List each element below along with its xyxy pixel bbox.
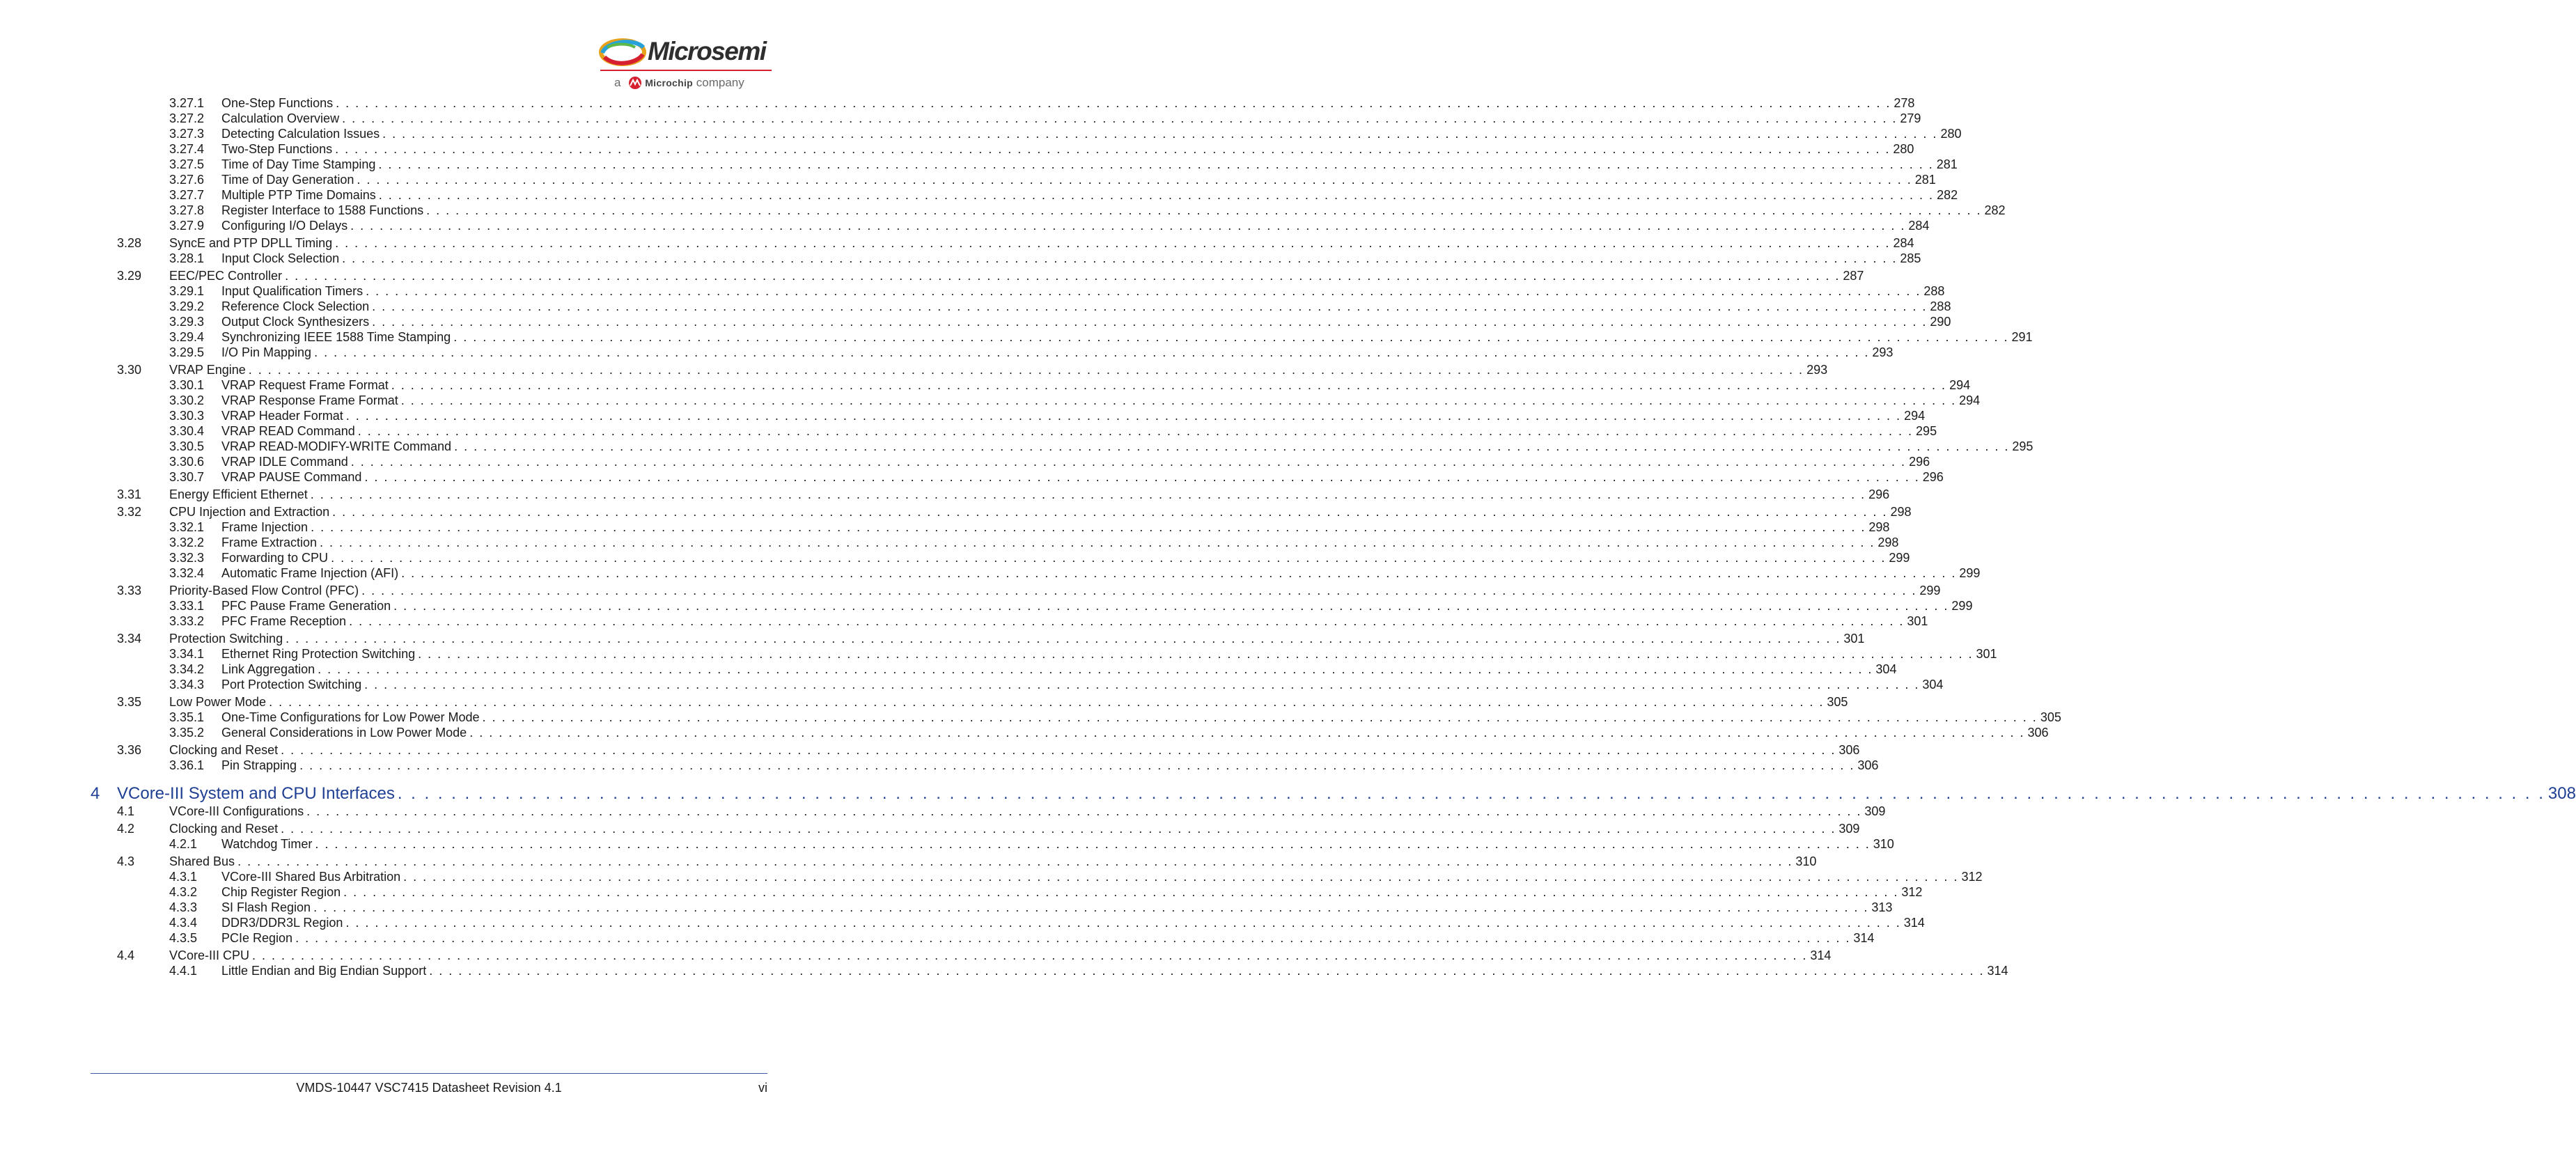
toc-subsection[interactable] <box>169 202 2006 219</box>
toc-dot-leader: . . . . . . . . . . . . . . . . . . . . . . . . . . . . . . . . . . . . . . . . . . . . . . . . . . . . . . . . . . . . . . . . . . . . . . . . . . . . . . . . . . . . . . . . . . . . . . . . . . . . . . . . . . . . . . . . . . . . . . . . . . . . . . . . . . . . . . . . . . . . . . . . . . . . . . . . . . . . . . . . <box>320 536 1875 549</box>
toc-dot-leader: . . . . . . . . . . . . . . . . . . . . . . . . . . . . . . . . . . . . . . . . . . . . . . . . . . . . . . . . . . . . . . . . . . . . . . . . . . . . . . . . . . . . . . . . . . . . . . . . . . . . . . . . . . . . . . . . . . . . . . . . . . . . . . . . . . . . . . . . . . . . . . . . . . . . . . . . . . . . . . . . <box>286 632 1841 646</box>
toc-dot-leader: . . . . . . . . . . . . . . . . . . . . . . . . . . . . . . . . . . . . . . . . . . . . . . . . . . . . . . . . . . . . . . . . . . . . . . . . . . . . . . . . . . . . . . . . . . . . . . . . . . . . . . . . . . . . . . . . . . . . . . . . . . . . . . . . . . . . . . . . . . . . . . . . . . . . . . . . . . . . . . . . <box>345 916 1901 930</box>
toc-title: Low Power Mode <box>169 695 267 709</box>
toc-number: 4.1 <box>117 804 135 818</box>
toc-dot-leader: . . . . . . . . . . . . . . . . . . . . . . . . . . . . . . . . . . . . . . . . . . . . . . . . . . . . . . . . . . . . . . . . . . . . . . . . . . . . . . . . . . . . . . . . . . . . . . . . . . . . . . . . . . . . . . . . . . . . . . . . . . . . . . . . . . . . . . . . . . . . . . . . . . . . . . . . . . . . . . . . <box>397 784 2545 803</box>
toc-page-number: 282 <box>1937 188 1958 202</box>
toc-number: 3.29.4 <box>169 330 205 344</box>
toc-title: VRAP Engine <box>169 363 246 377</box>
toc-title: VRAP READ Command <box>221 424 355 438</box>
toc-subsection[interactable] <box>169 125 1962 142</box>
toc-dot-leader: . . . . . . . . . . . . . . . . . . . . . . . . . . . . . . . . . . . . . . . . . . . . . . . . . . . . . . . . . . . . . . . . . . . . . . . . . . . . . . . . . . . . . . . . . . . . . . . . . . . . . . . . . . . . . . . . . . . . . . . . . . . . . . . . . . . . . . . . . . . . . . . . . . . . . . . . . . . . . . . . <box>342 111 1898 125</box>
toc-number: 3.34 <box>117 632 142 646</box>
toc-number: 3.30.4 <box>169 424 205 438</box>
toc-subsection[interactable] <box>169 141 1914 157</box>
toc-title: General Considerations in Low Power Mode <box>221 726 467 740</box>
toc-title: Priority-Based Flow Control (PFC) <box>169 584 359 597</box>
toc-title: Detecting Calculation Issues <box>221 127 380 141</box>
toc-subsection[interactable] <box>169 757 1879 774</box>
toc-page-number: 296 <box>1909 455 1930 469</box>
toc-dot-leader: . . . . . . . . . . . . . . . . . . . . . . . . . . . . . . . . . . . . . . . . . . . . . . . . . . . . . . . . . . . . . . . . . . . . . . . . . . . . . . . . . . . . . . . . . . . . . . . . . . . . . . . . . . . . . . . . . . . . . . . . . . . . . . . . . . . . . . . . . . . . . . . . . . . . . . . . . . . . . . . . <box>349 614 1905 628</box>
toc-number: 4.2 <box>117 822 135 836</box>
toc-subsection[interactable] <box>169 217 1930 234</box>
toc-page-number: 313 <box>1871 900 1893 914</box>
toc-subsection[interactable] <box>169 914 1925 931</box>
toc-dot-leader: . . . . . . . . . . . . . . . . . . . . . . . . . . . . . . . . . . . . . . . . . . . . . . . . . . . . . . . . . . . . . . . . . . . . . . . . . . . . . . . . . . . . . . . . . . . . . . . . . . . . . . . . . . . . . . . . . . . . . . . . . . . . . . . . . . . . . . . . . . . . . . . . . . . . . . . . . . . . . . . . <box>331 551 1887 565</box>
toc-subsection[interactable] <box>169 187 1958 203</box>
toc-number: 3.34.2 <box>169 662 205 676</box>
toc-number: 4.3.5 <box>169 931 198 945</box>
toc-title: VRAP Header Format <box>221 409 343 423</box>
toc-subsection[interactable] <box>169 156 1958 173</box>
footer-document-id: VMDS-10447 VSC7415 Datasheet Revision 4.1 <box>296 1081 562 1095</box>
toc-number: 3.31 <box>117 487 142 501</box>
logo-tagline-brand: Microchip <box>645 77 694 88</box>
toc-title: Automatic Frame Injection (AFI) <box>221 566 399 580</box>
toc-title: Register Interface to 1588 Functions <box>221 203 424 217</box>
toc-title: VCore-III Shared Bus Arbitration <box>221 870 401 884</box>
toc-page-number: 299 <box>1959 566 1981 580</box>
toc-subsection[interactable] <box>169 709 2061 726</box>
toc-dot-leader: . . . . . . . . . . . . . . . . . . . . . . . . . . . . . . . . . . . . . . . . . . . . . . . . . . . . . . . . . . . . . . . . . . . . . . . . . . . . . . . . . . . . . . . . . . . . . . . . . . . . . . . . . . . . . . . . . . . . . . . . . . . . . . . . . . . . . . . . . . . . . . . . . . . . . . . . . . . . . . . . <box>401 566 1957 580</box>
toc-title: Little Endian and Big Endian Support <box>221 964 427 978</box>
toc-dot-leader: . . . . . . . . . . . . . . . . . . . . . . . . . . . . . . . . . . . . . . . . . . . . . . . . . . . . . . . . . . . . . . . . . . . . . . . . . . . . . . . . . . . . . . . . . . . . . . . . . . . . . . . . . . . . . . . . . . . . . . . . . . . . . . . . . . . . . . . . . . . . . . . . . . . . . . . . . . . . . . . . <box>426 203 1982 217</box>
toc-title: Protection Switching <box>169 632 283 646</box>
toc-number: 3.32.3 <box>169 551 205 565</box>
toc-page-number: 298 <box>1878 536 1899 549</box>
logo-tagline-prefix: a <box>614 76 621 89</box>
toc-subsection[interactable] <box>169 661 1897 678</box>
logo-wordmark: Microsemi <box>648 37 766 65</box>
footer-page-number: vi <box>758 1081 767 1095</box>
toc-page-number: 285 <box>1900 251 1921 265</box>
toc-title: Input Qualification Timers <box>221 284 364 298</box>
toc-page-number: 296 <box>1922 470 1944 484</box>
toc-dot-leader: . . . . . . . . . . . . . . . . . . . . . . . . . . . . . . . . . . . . . . . . . . . . . . . . . . . . . . . . . . . . . . . . . . . . . . . . . . . . . . . . . . . . . . . . . . . . . . . . . . . . . . . . . . . . . . . . . . . . . . . . . . . . . . . . . . . . . . . . . . . . . . . . . . . . . . . . . . . . . . . . <box>248 363 1804 377</box>
toc-subsection[interactable] <box>169 930 1875 946</box>
toc-dot-leader: . . . . . . . . . . . . . . . . . . . . . . . . . . . . . . . . . . . . . . . . . . . . . . . . . . . . . . . . . . . . . . . . . . . . . . . . . . . . . . . . . . . . . . . . . . . . . . . . . . . . . . . . . . . . . . . . . . . . . . . . . . . . . . . . . . . . . . . . . . . . . . . . . . . . . . . . . . . . . . . . <box>318 662 1873 676</box>
toc-title: Link Aggregation <box>221 662 315 676</box>
toc-section[interactable] <box>117 630 1865 647</box>
toc-subsection[interactable] <box>169 95 1915 111</box>
toc-title: VCore-III System and CPU Interfaces <box>117 784 395 803</box>
toc-number: 3.27.5 <box>169 157 205 171</box>
toc-dot-leader: . . . . . . . . . . . . . . . . . . . . . . . . . . . . . . . . . . . . . . . . . . . . . . . . . . . . . . . . . . . . . . . . . . . . . . . . . . . . . . . . . . . . . . . . . . . . . . . . . . . . . . . . . . . . . . . . . . . . . . . . . . . . . . . . . . . . . . . . . . . . . . . . . . . . . . . . . . . . . . . . <box>299 758 1855 772</box>
toc-number: 3.29.5 <box>169 345 205 359</box>
toc-subsection[interactable] <box>169 613 1928 630</box>
toc-dot-leader: . . . . . . . . . . . . . . . . . . . . . . . . . . . . . . . . . . . . . . . . . . . . . . . . . . . . . . . . . . . . . . . . . . . . . . . . . . . . . . . . . . . . . . . . . . . . . . . . . . . . . . . . . . . . . . . . . . . . . . . . . . . . . . . . . . . . . . . . . . . . . . . . . . . . . . . . . . . . . . . . <box>281 822 1836 836</box>
toc-section[interactable] <box>117 503 1912 520</box>
toc-number: 3.36.1 <box>169 758 205 772</box>
toc-section[interactable] <box>117 235 1914 251</box>
toc-page-number: 284 <box>1908 219 1930 233</box>
toc-page-number: 299 <box>1951 599 1973 613</box>
toc-number: 3.36 <box>117 743 142 757</box>
toc-page-number: 301 <box>1976 647 1997 661</box>
toc-dot-leader: . . . . . . . . . . . . . . . . . . . . . . . . . . . . . . . . . . . . . . . . . . . . . . . . . . . . . . . . . . . . . . . . . . . . . . . . . . . . . . . . . . . . . . . . . . . . . . . . . . . . . . . . . . . . . . . . . . . . . . . . . . . . . . . . . . . . . . . . . . . . . . . . . . . . . . . . . . . . . . . . <box>311 520 1866 534</box>
toc-page-number: 295 <box>2012 439 2034 453</box>
toc-page-number: 314 <box>1810 948 1832 962</box>
toc-page-number: 314 <box>1987 964 2008 978</box>
toc-title: One-Time Configurations for Low Power Mode <box>221 710 480 724</box>
toc-section[interactable] <box>117 486 1890 503</box>
toc-title: Configuring I/O Delays <box>221 219 348 233</box>
toc-number: 4.3.2 <box>169 885 198 899</box>
toc-page-number: 293 <box>1806 363 1828 377</box>
toc-number: 3.30.6 <box>169 455 205 469</box>
toc-number: 3.27.4 <box>169 142 205 156</box>
toc-number: 3.30.1 <box>169 378 205 392</box>
toc-subsection[interactable] <box>169 377 1971 393</box>
toc-title: Synchronizing IEEE 1588 Time Stamping <box>221 330 451 344</box>
toc-dot-leader: . . . . . . . . . . . . . . . . . . . . . . . . . . . . . . . . . . . . . . . . . . . . . . . . . . . . . . . . . . . . . . . . . . . . . . . . . . . . . . . . . . . . . . . . . . . . . . . . . . . . . . . . . . . . . . . . . . . . . . . . . . . . . . . . . . . . . . . . . . . . . . . . . . . . . . . . . . . . . . . . <box>382 127 1938 141</box>
toc-subsection[interactable] <box>169 329 2033 345</box>
toc-title: Time of Day Generation <box>221 173 354 187</box>
toc-title: DDR3/DDR3L Region <box>221 916 343 930</box>
toc-subsection[interactable] <box>169 298 1951 315</box>
toc-page-number: 301 <box>1843 632 1865 646</box>
toc-page-number: 309 <box>1839 822 1860 836</box>
toc-title: Chip Register Region <box>221 885 341 899</box>
toc-number: 3.29 <box>117 269 142 283</box>
toc-title: One-Step Functions <box>221 96 334 110</box>
toc-title: Two-Step Functions <box>221 142 333 156</box>
toc-subsection[interactable] <box>169 453 1930 470</box>
toc-title: VRAP Request Frame Format <box>221 378 389 392</box>
toc-dot-leader: . . . . . . . . . . . . . . . . . . . . . . . . . . . . . . . . . . . . . . . . . . . . . . . . . . . . . . . . . . . . . . . . . . . . . . . . . . . . . . . . . . . . . . . . . . . . . . . . . . . . . . . . . . . . . . . . . . . . . . . . . . . . . . . . . . . . . . . . . . . . . . . . . . . . . . . . . . . . . . . . <box>364 470 1920 484</box>
toc-dot-leader: . . . . . . . . . . . . . . . . . . . . . . . . . . . . . . . . . . . . . . . . . . . . . . . . . . . . . . . . . . . . . . . . . . . . . . . . . . . . . . . . . . . . . . . . . . . . . . . . . . . . . . . . . . . . . . . . . . . . . . . . . . . . . . . . . . . . . . . . . . . . . . . . . . . . . . . . . . . . . . . . <box>332 505 1888 519</box>
toc-number: 3.30.3 <box>169 409 205 423</box>
toc-subsection[interactable] <box>169 565 1981 581</box>
toc-number: 3.34.1 <box>169 647 205 661</box>
toc-title: Ethernet Ring Protection Switching <box>221 647 416 661</box>
toc-dot-leader: . . . . . . . . . . . . . . . . . . . . . . . . . . . . . . . . . . . . . . . . . . . . . . . . . . . . . . . . . . . . . . . . . . . . . . . . . . . . . . . . . . . . . . . . . . . . . . . . . . . . . . . . . . . . . . . . . . . . . . . . . . . . . . . . . . . . . . . . . . . . . . . . . . . . . . . . . . . . . . . . <box>335 142 1891 156</box>
toc-page-number: 314 <box>1853 931 1875 945</box>
toc-title: PCIe Region <box>221 931 293 945</box>
toc-dot-leader: . . . . . . . . . . . . . . . . . . . . . . . . . . . . . . . . . . . . . . . . . . . . . . . . . . . . . . . . . . . . . . . . . . . . . . . . . . . . . . . . . . . . . . . . . . . . . . . . . . . . . . . . . . . . . . . . . . . . . . . . . . . . . . . . . . . . . . . . . . . . . . . . . . . . . . . . . . . . . . . . <box>393 599 1949 613</box>
toc-page-number: 310 <box>1795 854 1817 868</box>
logo-tagline <box>614 76 744 90</box>
toc-dot-leader: . . . . . . . . . . . . . . . . . . . . . . . . . . . . . . . . . . . . . . . . . . . . . . . . . . . . . . . . . . . . . . . . . . . . . . . . . . . . . . . . . . . . . . . . . . . . . . . . . . . . . . . . . . . . . . . . . . . . . . . . . . . . . . . . . . . . . . . . . . . . . . . . . . . . . . . . . . . . . . . . <box>336 96 1891 110</box>
toc-dot-leader: . . . . . . . . . . . . . . . . . . . . . . . . . . . . . . . . . . . . . . . . . . . . . . . . . . . . . . . . . . . . . . . . . . . . . . . . . . . . . . . . . . . . . . . . . . . . . . . . . . . . . . . . . . . . . . . . . . . . . . . . . . . . . . . . . . . . . . . . . . . . . . . . . . . . . . . . . . . . . . . . <box>335 236 1891 250</box>
toc-number: 3.27.6 <box>169 173 205 187</box>
toc-title: VCore-III CPU <box>169 948 250 962</box>
toc-dot-leader: . . . . . . . . . . . . . . . . . . . . . . . . . . . . . . . . . . . . . . . . . . . . . . . . . . . . . . . . . . . . . . . . . . . . . . . . . . . . . . . . . . . . . . . . . . . . . . . . . . . . . . . . . . . . . . . . . . . . . . . . . . . . . . . . . . . . . . . . . . . . . . . . . . . . . . . . . . . . . . . . <box>350 219 1906 233</box>
toc-chapter[interactable] <box>91 782 2576 806</box>
toc-page-number: 288 <box>1930 299 1951 313</box>
toc-title: Pin Strapping <box>221 758 297 772</box>
toc-title: VRAP IDLE Command <box>221 455 348 469</box>
toc-section[interactable] <box>117 947 1832 964</box>
toc-number: 3.35.2 <box>169 726 205 740</box>
microchip-icon <box>627 77 643 89</box>
toc-number: 3.28 <box>117 236 142 250</box>
toc-page-number: 287 <box>1843 269 1864 283</box>
toc-dot-leader: . . . . . . . . . . . . . . . . . . . . . . . . . . . . . . . . . . . . . . . . . . . . . . . . . . . . . . . . . . . . . . . . . . . . . . . . . . . . . . . . . . . . . . . . . . . . . . . . . . . . . . . . . . . . . . . . . . . . . . . . . . . . . . . . . . . . . . . . . . . . . . . . . . . . . . . . . . . . . . . . <box>350 455 1907 469</box>
toc-dot-leader: . . . . . . . . . . . . . . . . . . . . . . . . . . . . . . . . . . . . . . . . . . . . . . . . . . . . . . . . . . . . . . . . . . . . . . . . . . . . . . . . . . . . . . . . . . . . . . . . . . . . . . . . . . . . . . . . . . . . . . . . . . . . . . . . . . . . . . . . . . . . . . . . . . . . . . . . . . . . . . . . <box>313 900 1869 914</box>
toc-number: 3.29.1 <box>169 284 205 298</box>
toc-page-number: 280 <box>1940 127 1962 141</box>
toc-dot-leader: . . . . . . . . . . . . . . . . . . . . . . . . . . . . . . . . . . . . . . . . . . . . . . . . . . . . . . . . . . . . . . . . . . . . . . . . . . . . . . . . . . . . . . . . . . . . . . . . . . . . . . . . . . . . . . . . . . . . . . . . . . . . . . . . . . . . . . . . . . . . . . . . . . . . . . . . . . . . . . . . <box>315 837 1871 851</box>
toc-number: 3.28.1 <box>169 251 205 265</box>
toc-number: 4.3.4 <box>169 916 198 930</box>
toc-page-number: 294 <box>1959 393 1981 407</box>
toc-subsection[interactable] <box>169 962 2008 979</box>
toc-title: SyncE and PTP DPLL Timing <box>169 236 333 250</box>
toc-number: 3.34.3 <box>169 678 205 691</box>
toc-subsection[interactable] <box>169 344 1894 361</box>
toc-number: 3.29.3 <box>169 315 205 329</box>
toc-number: 3.27.1 <box>169 96 205 110</box>
toc-title: VRAP PAUSE Command <box>221 470 362 484</box>
toc-dot-leader: . . . . . . . . . . . . . . . . . . . . . . . . . . . . . . . . . . . . . . . . . . . . . . . . . . . . . . . . . . . . . . . . . . . . . . . . . . . . . . . . . . . . . . . . . . . . . . . . . . . . . . . . . . . . . . . . . . . . . . . . . . . . . . . . . . . . . . . . . . . . . . . . . . . . . . . . . . . . . . . . <box>357 173 1912 187</box>
toc-page-number: 310 <box>1873 837 1894 851</box>
toc-page-number: 288 <box>1923 284 1945 298</box>
toc-title: Clocking and Reset <box>169 822 279 836</box>
toc-title: Output Clock Synthesizers <box>221 315 370 329</box>
toc-subsection[interactable] <box>169 884 1923 900</box>
toc-page-number: 314 <box>1903 916 1925 930</box>
toc-subsection[interactable] <box>169 519 1890 536</box>
toc-number: 3.27.8 <box>169 203 205 217</box>
toc-title: SI Flash Region <box>221 900 311 914</box>
toc-page-number: 279 <box>1900 111 1921 125</box>
toc-dot-leader: . . . . . . . . . . . . . . . . . . . . . . . . . . . . . . . . . . . . . . . . . . . . . . . . . . . . . . . . . . . . . . . . . . . . . . . . . . . . . . . . . . . . . . . . . . . . . . . . . . . . . . . . . . . . . . . . . . . . . . . . . . . . . . . . . . . . . . . . . . . . . . . . . . . . . . . . . . . . . . . . <box>281 743 1836 757</box>
toc-dot-leader: . . . . . . . . . . . . . . . . . . . . . . . . . . . . . . . . . . . . . . . . . . . . . . . . . . . . . . . . . . . . . . . . . . . . . . . . . . . . . . . . . . . . . . . . . . . . . . . . . . . . . . . . . . . . . . . . . . . . . . . . . . . . . . . . . . . . . . . . . . . . . . . . . . . . . . . . . . . . . . . . <box>391 378 1947 392</box>
toc-page-number: 312 <box>1961 870 1983 884</box>
toc-page-number: 296 <box>1868 487 1890 501</box>
toc-page-number: 305 <box>2040 710 2061 724</box>
toc-title: Shared Bus <box>169 854 235 868</box>
toc-section[interactable] <box>117 582 1941 599</box>
toc-title: Port Protection Switching <box>221 678 362 691</box>
toc-dot-leader: . . . . . . . . . . . . . . . . . . . . . . . . . . . . . . . . . . . . . . . . . . . . . . . . . . . . . . . . . . . . . . . . . . . . . . . . . . . . . . . . . . . . . . . . . . . . . . . . . . . . . . . . . . . . . . . . . . . . . . . . . . . . . . . . . . . . . . . . . . . . . . . . . . . . . . . . . . . . . . . . <box>469 726 2025 740</box>
toc-number: 3.32.1 <box>169 520 205 534</box>
toc-section[interactable] <box>117 742 1860 758</box>
toc-number: 3.32.2 <box>169 536 205 549</box>
toc-subsection[interactable] <box>169 110 1921 127</box>
toc-number: 3.27.2 <box>169 111 205 125</box>
toc-dot-leader: . . . . . . . . . . . . . . . . . . . . . . . . . . . . . . . . . . . . . . . . . . . . . . . . . . . . . . . . . . . . . . . . . . . . . . . . . . . . . . . . . . . . . . . . . . . . . . . . . . . . . . . . . . . . . . . . . . . . . . . . . . . . . . . . . . . . . . . . . . . . . . . . . . . . . . . . . . . . . . . . <box>378 188 1935 202</box>
toc-title: I/O Pin Mapping <box>221 345 312 359</box>
toc-section[interactable] <box>117 267 1864 284</box>
toc-number: 3.30.7 <box>169 470 205 484</box>
toc-dot-leader: . . . . . . . . . . . . . . . . . . . . . . . . . . . . . . . . . . . . . . . . . . . . . . . . . . . . . . . . . . . . . . . . . . . . . . . . . . . . . . . . . . . . . . . . . . . . . . . . . . . . . . . . . . . . . . . . . . . . . . . . . . . . . . . . . . . . . . . . . . . . . . . . . . . . . . . . . . . . . . . . <box>403 870 1959 884</box>
toc-number: 4.3 <box>117 854 135 868</box>
toc-section[interactable] <box>117 820 1860 837</box>
toc-dot-leader: . . . . . . . . . . . . . . . . . . . . . . . . . . . . . . . . . . . . . . . . . . . . . . . . . . . . . . . . . . . . . . . . . . . . . . . . . . . . . . . . . . . . . . . . . . . . . . . . . . . . . . . . . . . . . . . . . . . . . . . . . . . . . . . . . . . . . . . . . . . . . . . . . . . . . . . . . . . . . . . . <box>310 487 1866 501</box>
footer-divider <box>91 1073 767 1074</box>
toc-number: 3.29.2 <box>169 299 205 313</box>
toc-dot-leader: . . . . . . . . . . . . . . . . . . . . . . . . . . . . . . . . . . . . . . . . . . . . . . . . . . . . . . . . . . . . . . . . . . . . . . . . . . . . . . . . . . . . . . . . . . . . . . . . . . . . . . . . . . . . . . . . . . . . . . . . . . . . . . . . . . . . . . . . . . . . . . . . . . . . . . . . . . . . . . . . <box>400 393 1957 407</box>
toc-title: Frame Injection <box>221 520 309 534</box>
toc-title: VCore-III Configurations <box>169 804 304 818</box>
toc-title: Multiple PTP Time Domains <box>221 188 376 202</box>
toc-page-number: 306 <box>1857 758 1879 772</box>
toc-dot-leader: . . . . . . . . . . . . . . . . . . . . . . . . . . . . . . . . . . . . . . . . . . . . . . . . . . . . . . . . . . . . . . . . . . . . . . . . . . . . . . . . . . . . . . . . . . . . . . . . . . . . . . . . . . . . . . . . . . . . . . . . . . . . . . . . . . . . . . . . . . . . . . . . . . . . . . . . . . . . . . . . <box>295 931 1851 945</box>
toc-title: PFC Pause Frame Generation <box>221 599 391 613</box>
toc-page-number: 306 <box>2027 726 2049 740</box>
toc-dot-leader: . . . . . . . . . . . . . . . . . . . . . . . . . . . . . . . . . . . . . . . . . . . . . . . . . . . . . . . . . . . . . . . . . . . . . . . . . . . . . . . . . . . . . . . . . . . . . . . . . . . . . . . . . . . . . . . . . . . . . . . . . . . . . . . . . . . . . . . . . . . . . . . . . . . . . . . . . . . . . . . . <box>361 584 1917 597</box>
microsemi-swirl-icon <box>599 36 646 68</box>
toc-dot-leader: . . . . . . . . . . . . . . . . . . . . . . . . . . . . . . . . . . . . . . . . . . . . . . . . . . . . . . . . . . . . . . . . . . . . . . . . . . . . . . . . . . . . . . . . . . . . . . . . . . . . . . . . . . . . . . . . . . . . . . . . . . . . . . . . . . . . . . . . . . . . . . . . . . . . . . . . . . . . . . . . <box>454 439 2010 453</box>
toc-number: 3.30 <box>117 363 142 377</box>
toc-page-number: 295 <box>1916 424 1937 438</box>
toc-page-number: 299 <box>1889 551 1910 565</box>
toc-dot-leader: . . . . . . . . . . . . . . . . . . . . . . . . . . . . . . . . . . . . . . . . . . . . . . . . . . . . . . . . . . . . . . . . . . . . . . . . . . . . . . . . . . . . . . . . . . . . . . . . . . . . . . . . . . . . . . . . . . . . . . . . . . . . . . . . . . . . . . . . . . . . . . . . . . . . . . . . . . . . . . . . <box>453 330 2009 344</box>
toc-subsection[interactable] <box>169 549 1910 566</box>
toc-title: VRAP READ-MODIFY-WRITE Command <box>221 439 452 453</box>
toc-page-number: 278 <box>1894 96 1915 110</box>
toc-dot-leader: . . . . . . . . . . . . . . . . . . . . . . . . . . . . . . . . . . . . . . . . . . . . . . . . . . . . . . . . . . . . . . . . . . . . . . . . . . . . . . . . . . . . . . . . . . . . . . . . . . . . . . . . . . . . . . . . . . . . . . . . . . . . . . . . . . . . . . . . . . . . . . . . . . . . . . . . . . . . . . . . <box>285 269 1841 283</box>
toc-number: 3.33 <box>117 584 142 597</box>
toc-page-number: 293 <box>1872 345 1894 359</box>
toc-title: Reference Clock Selection <box>221 299 370 313</box>
toc-page-number: 304 <box>1922 678 1944 691</box>
toc-page-number: 291 <box>2011 330 2033 344</box>
toc-page-number: 298 <box>1868 520 1890 534</box>
toc-number: 4.3.1 <box>169 870 198 884</box>
toc-number: 4 <box>91 784 100 803</box>
toc-number: 3.33.1 <box>169 599 205 613</box>
toc-page-number: 306 <box>1839 743 1860 757</box>
toc-number: 4.2.1 <box>169 837 198 851</box>
toc-title: Frame Extraction <box>221 536 318 549</box>
toc-page-number: 309 <box>1864 804 1886 818</box>
toc-page-number: 312 <box>1901 885 1923 899</box>
toc-page-number: 290 <box>1930 315 1951 329</box>
toc-number: 4.4 <box>117 948 135 962</box>
toc-section[interactable] <box>117 853 1817 870</box>
toc-number: 3.27.7 <box>169 188 205 202</box>
logo-divider <box>600 70 772 71</box>
toc-dot-leader: . . . . . . . . . . . . . . . . . . . . . . . . . . . . . . . . . . . . . . . . . . . . . . . . . . . . . . . . . . . . . . . . . . . . . . . . . . . . . . . . . . . . . . . . . . . . . . . . . . . . . . . . . . . . . . . . . . . . . . . . . . . . . . . . . . . . . . . . . . . . . . . . . . . . . . . . . . . . . . . . <box>418 647 1974 661</box>
toc-dot-leader: . . . . . . . . . . . . . . . . . . . . . . . . . . . . . . . . . . . . . . . . . . . . . . . . . . . . . . . . . . . . . . . . . . . . . . . . . . . . . . . . . . . . . . . . . . . . . . . . . . . . . . . . . . . . . . . . . . . . . . . . . . . . . . . . . . . . . . . . . . . . . . . . . . . . . . . . . . . . . . . . <box>237 854 1793 868</box>
toc-number: 3.30.5 <box>169 439 205 453</box>
toc-page-number: 305 <box>1827 695 1848 709</box>
toc-number: 3.35.1 <box>169 710 205 724</box>
toc-dot-leader: . . . . . . . . . . . . . . . . . . . . . . . . . . . . . . . . . . . . . . . . . . . . . . . . . . . . . . . . . . . . . . . . . . . . . . . . . . . . . . . . . . . . . . . . . . . . . . . . . . . . . . . . . . . . . . . . . . . . . . . . . . . . . . . . . . . . . . . . . . . . . . . . . . . . . . . . . . . . . . . . <box>306 804 1862 818</box>
toc-title: Calculation Overview <box>221 111 340 125</box>
toc-title: PFC Frame Reception <box>221 614 347 628</box>
toc-title: Time of Day Time Stamping <box>221 157 376 171</box>
toc-subsection[interactable] <box>169 171 1936 188</box>
toc-dot-leader: . . . . . . . . . . . . . . . . . . . . . . . . . . . . . . . . . . . . . . . . . . . . . . . . . . . . . . . . . . . . . . . . . . . . . . . . . . . . . . . . . . . . . . . . . . . . . . . . . . . . . . . . . . . . . . . . . . . . . . . . . . . . . . . . . . . . . . . . . . . . . . . . . . . . . . . . . . . . . . . . <box>372 299 1928 313</box>
toc-subsection[interactable] <box>169 283 1945 299</box>
toc-dot-leader: . . . . . . . . . . . . . . . . . . . . . . . . . . . . . . . . . . . . . . . . . . . . . . . . . . . . . . . . . . . . . . . . . . . . . . . . . . . . . . . . . . . . . . . . . . . . . . . . . . . . . . . . . . . . . . . . . . . . . . . . . . . . . . . . . . . . . . . . . . . . . . . . . . . . . . . . . . . . . . . . <box>378 157 1934 171</box>
toc-section[interactable] <box>117 361 1828 378</box>
toc-subsection[interactable] <box>169 392 1981 409</box>
toc-page-number: 282 <box>1984 203 2006 217</box>
toc-page-number: 294 <box>1904 409 1926 423</box>
toc-title: Watchdog Timer <box>221 837 313 851</box>
toc-subsection[interactable] <box>169 423 1937 439</box>
toc-subsection[interactable] <box>169 597 1973 614</box>
toc-page-number: 298 <box>1890 505 1912 519</box>
toc-page-number: 308 <box>2547 784 2576 803</box>
toc-subsection[interactable] <box>169 646 1997 662</box>
toc-dot-leader: . . . . . . . . . . . . . . . . . . . . . . . . . . . . . . . . . . . . . . . . . . . . . . . . . . . . . . . . . . . . . . . . . . . . . . . . . . . . . . . . . . . . . . . . . . . . . . . . . . . . . . . . . . . . . . . . . . . . . . . . . . . . . . . . . . . . . . . . . . . . . . . . . . . . . . . . . . . . . . . . <box>372 315 1928 329</box>
toc-page-number: 304 <box>1875 662 1897 676</box>
toc-dot-leader: . . . . . . . . . . . . . . . . . . . . . . . . . . . . . . . . . . . . . . . . . . . . . . . . . . . . . . . . . . . . . . . . . . . . . . . . . . . . . . . . . . . . . . . . . . . . . . . . . . . . . . . . . . . . . . . . . . . . . . . . . . . . . . . . . . . . . . . . . . . . . . . . . . . . . . . . . . . . . . . . <box>364 678 1920 691</box>
toc-number: 4.4.1 <box>169 964 198 978</box>
toc-page-number: 299 <box>1919 584 1941 597</box>
toc-section[interactable] <box>117 803 1886 820</box>
toc-title: Input Clock Selection <box>221 251 340 265</box>
toc-dot-leader: . . . . . . . . . . . . . . . . . . . . . . . . . . . . . . . . . . . . . . . . . . . . . . . . . . . . . . . . . . . . . . . . . . . . . . . . . . . . . . . . . . . . . . . . . . . . . . . . . . . . . . . . . . . . . . . . . . . . . . . . . . . . . . . . . . . . . . . . . . . . . . . . . . . . . . . . . . . . . . . . <box>342 251 1898 265</box>
toc-subsection[interactable] <box>169 407 1926 424</box>
logo-tagline-suffix: company <box>696 76 744 89</box>
toc-dot-leader: . . . . . . . . . . . . . . . . . . . . . . . . . . . . . . . . . . . . . . . . . . . . . . . . . . . . . . . . . . . . . . . . . . . . . . . . . . . . . . . . . . . . . . . . . . . . . . . . . . . . . . . . . . . . . . . . . . . . . . . . . . . . . . . . . . . . . . . . . . . . . . . . . . . . . . . . . . . . . . . . <box>252 948 1808 962</box>
toc-dot-leader: . . . . . . . . . . . . . . . . . . . . . . . . . . . . . . . . . . . . . . . . . . . . . . . . . . . . . . . . . . . . . . . . . . . . . . . . . . . . . . . . . . . . . . . . . . . . . . . . . . . . . . . . . . . . . . . . . . . . . . . . . . . . . . . . . . . . . . . . . . . . . . . . . . . . . . . . . . . . . . . . <box>366 284 1921 298</box>
toc-number: 3.27.3 <box>169 127 205 141</box>
toc-section[interactable] <box>117 694 1848 710</box>
toc-title: Clocking and Reset <box>169 743 279 757</box>
toc-number: 3.30.2 <box>169 393 205 407</box>
toc-title: EEC/PEC Controller <box>169 269 283 283</box>
toc-page-number: 284 <box>1893 236 1914 250</box>
toc-subsection[interactable] <box>169 724 2049 741</box>
toc-dot-leader: . . . . . . . . . . . . . . . . . . . . . . . . . . . . . . . . . . . . . . . . . . . . . . . . . . . . . . . . . . . . . . . . . . . . . . . . . . . . . . . . . . . . . . . . . . . . . . . . . . . . . . . . . . . . . . . . . . . . . . . . . . . . . . . . . . . . . . . . . . . . . . . . . . . . . . . . . . . . . . . . <box>269 695 1825 709</box>
toc-subsection[interactable] <box>169 469 1944 485</box>
toc-dot-leader: . . . . . . . . . . . . . . . . . . . . . . . . . . . . . . . . . . . . . . . . . . . . . . . . . . . . . . . . . . . . . . . . . . . . . . . . . . . . . . . . . . . . . . . . . . . . . . . . . . . . . . . . . . . . . . . . . . . . . . . . . . . . . . . . . . . . . . . . . . . . . . . . . . . . . . . . . . . . . . . . <box>357 424 1914 438</box>
toc-title: Energy Efficient Ethernet <box>169 487 308 501</box>
toc-dot-leader: . . . . . . . . . . . . . . . . . . . . . . . . . . . . . . . . . . . . . . . . . . . . . . . . . . . . . . . . . . . . . . . . . . . . . . . . . . . . . . . . . . . . . . . . . . . . . . . . . . . . . . . . . . . . . . . . . . . . . . . . . . . . . . . . . . . . . . . . . . . . . . . . . . . . . . . . . . . . . . . . <box>429 964 1985 978</box>
toc-subsection[interactable] <box>169 438 2034 455</box>
toc-title: VRAP Response Frame Format <box>221 393 398 407</box>
toc-page-number: 281 <box>1936 157 1958 171</box>
toc-number: 3.33.2 <box>169 614 205 628</box>
toc-title: CPU Injection and Extraction <box>169 505 330 519</box>
toc-subsection[interactable] <box>169 313 1951 330</box>
toc-dot-leader: . . . . . . . . . . . . . . . . . . . . . . . . . . . . . . . . . . . . . . . . . . . . . . . . . . . . . . . . . . . . . . . . . . . . . . . . . . . . . . . . . . . . . . . . . . . . . . . . . . . . . . . . . . . . . . . . . . . . . . . . . . . . . . . . . . . . . . . . . . . . . . . . . . . . . . . . . . . . . . . . <box>482 710 2038 724</box>
toc-dot-leader: . . . . . . . . . . . . . . . . . . . . . . . . . . . . . . . . . . . . . . . . . . . . . . . . . . . . . . . . . . . . . . . . . . . . . . . . . . . . . . . . . . . . . . . . . . . . . . . . . . . . . . . . . . . . . . . . . . . . . . . . . . . . . . . . . . . . . . . . . . . . . . . . . . . . . . . . . . . . . . . . <box>314 345 1870 359</box>
toc-dot-leader: . . . . . . . . . . . . . . . . . . . . . . . . . . . . . . . . . . . . . . . . . . . . . . . . . . . . . . . . . . . . . . . . . . . . . . . . . . . . . . . . . . . . . . . . . . . . . . . . . . . . . . . . . . . . . . . . . . . . . . . . . . . . . . . . . . . . . . . . . . . . . . . . . . . . . . . . . . . . . . . . <box>343 885 1899 899</box>
toc-number: 3.35 <box>117 695 142 709</box>
toc-number: 3.32.4 <box>169 566 205 580</box>
toc-number: 3.32 <box>117 505 142 519</box>
toc-subsection[interactable] <box>169 676 1944 693</box>
toc-subsection[interactable] <box>169 899 1893 916</box>
microsemi-logo <box>599 33 773 96</box>
toc-title: Forwarding to CPU <box>221 551 329 565</box>
toc-number: 4.3.3 <box>169 900 198 914</box>
toc-subsection[interactable] <box>169 836 1894 852</box>
toc-number: 3.27.9 <box>169 219 205 233</box>
toc-subsection[interactable] <box>169 868 1983 885</box>
toc-subsection[interactable] <box>169 250 1921 267</box>
toc-page-number: 301 <box>1907 614 1928 628</box>
toc-subsection[interactable] <box>169 534 1899 551</box>
toc-page-number: 281 <box>1914 173 1936 187</box>
toc-page-number: 280 <box>1893 142 1914 156</box>
toc-dot-leader: . . . . . . . . . . . . . . . . . . . . . . . . . . . . . . . . . . . . . . . . . . . . . . . . . . . . . . . . . . . . . . . . . . . . . . . . . . . . . . . . . . . . . . . . . . . . . . . . . . . . . . . . . . . . . . . . . . . . . . . . . . . . . . . . . . . . . . . . . . . . . . . . . . . . . . . . . . . . . . . . <box>345 409 1902 423</box>
toc-page-number: 294 <box>1949 378 1971 392</box>
